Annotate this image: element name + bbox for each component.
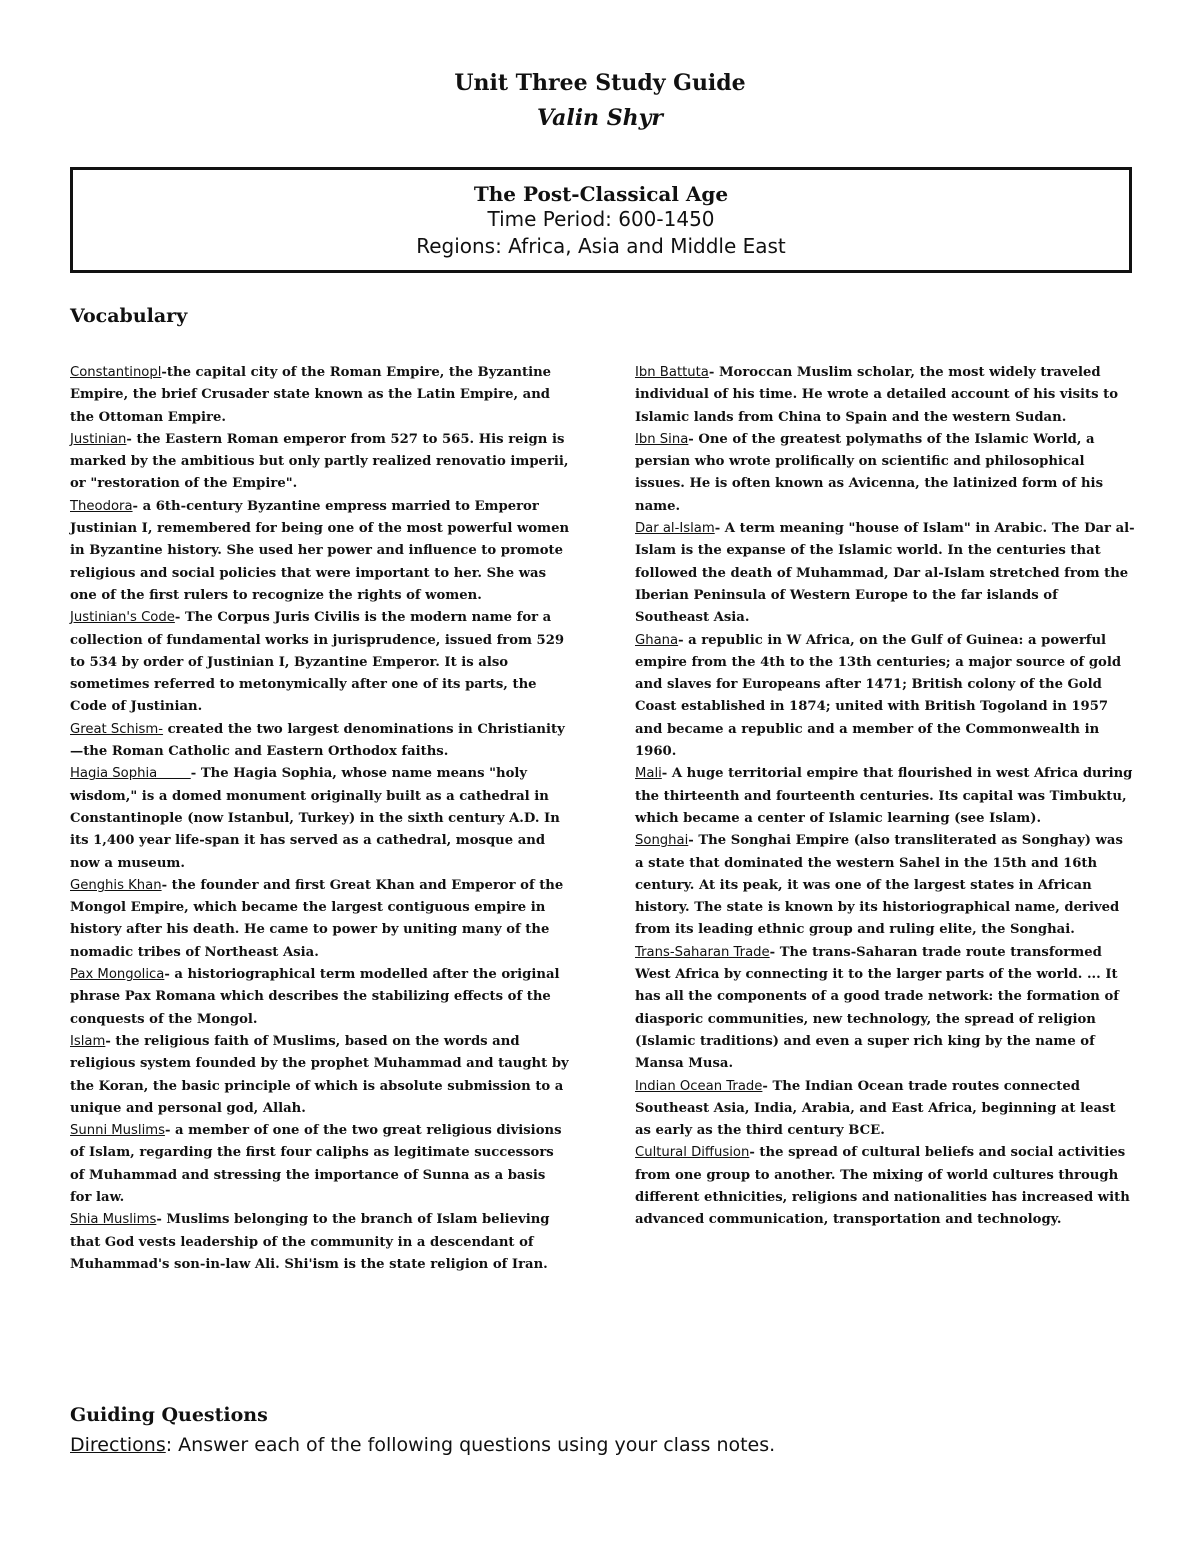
vocab-term: Cultural Diffusion [635, 1145, 750, 1161]
vocab-term: Great Schism- [70, 721, 164, 737]
vocab-entry [635, 763, 1135, 830]
vocab-term: Theodora [70, 498, 133, 514]
directions-text: : Answer each of the following questions using your class notes. [165, 1434, 776, 1456]
vocab-term: Hagia Sophia [70, 766, 191, 782]
vocab-term: Justinian [70, 431, 127, 447]
vocab-definition: - the spread of cultural beliefs and social activities from one group to another. The mixing of world cultures through different ethnicities, religions and nationalities has increased with advanced communication, transportation and technology. [635, 1145, 1130, 1228]
vocab-term: Trans-Saharan Trade [635, 944, 770, 960]
guiding-questions-heading: Guiding Questions [70, 1404, 268, 1426]
vocab-entry [635, 942, 1135, 1076]
vocab-definition: - the Eastern Roman emperor from 527 to 565. His reign is marked by the ambitious but only partly realized renovatio imperii, or "restoration of the Empire". [70, 431, 569, 492]
vocab-entry [635, 518, 1135, 629]
vocab-entry [635, 830, 1135, 941]
era-info-box [70, 167, 1132, 273]
vocab-entry [635, 429, 1135, 518]
vocab-term: Ghana [635, 632, 679, 648]
vocab-term: Indian Ocean Trade [635, 1078, 763, 1094]
vocab-term: Shia Muslims [70, 1212, 157, 1228]
vocab-entry [635, 1142, 1135, 1231]
vocab-definition: - One of the greatest polymaths of the Islamic World, a persian who wrote prolifically on scientific and philosophical issues. He is often known as Avicenna, the latinized form of his name. [635, 431, 1103, 514]
vocab-entry [70, 429, 570, 496]
vocab-entry [70, 875, 570, 964]
time-period: Time Period: 600-1450 [487, 207, 715, 231]
vocabulary-right-column [635, 362, 1135, 1232]
vocab-term: Constantinopl [70, 365, 162, 380]
vocabulary-left-column [70, 362, 570, 1276]
vocab-definition: - Moroccan Muslim scholar, the most widely traveled individual of his time. He wrote a detailed account of his visits to Islamic lands from China to Spain and the western Sudan. [635, 365, 1119, 425]
vocab-entry [70, 362, 570, 429]
vocab-definition: - The Corpus Juris Civilis is the modern name for a collection of fundamental works in jurisprudence, issued from 529 to 534 by order of Justinian I, Byzantine Emperor. It is also sometimes referred to metonymically after one of its parts, the Code of Justinian. [70, 610, 565, 715]
vocab-definition: - The Hagia Sophia, whose name means "holy wisdom," is a domed monument originally built as a cathedral in Constantinople (now Istanbul, Turkey) in the sixth century A.D. In its 1,400 year life-span it has served as a cathedral, mosque and now a museum. [70, 766, 560, 871]
vocab-term: Pax Mongolica [70, 967, 165, 983]
regions: Regions: Africa, Asia and Middle East [416, 234, 786, 258]
document-title: Unit Three Study Guide [454, 70, 746, 96]
vocab-entry [635, 1076, 1135, 1143]
vocabulary-heading: Vocabulary [70, 305, 188, 327]
vocab-entry [70, 496, 570, 607]
author-name: Valin Shyr [537, 105, 663, 131]
vocab-definition: - a member of one of the two great religious divisions of Islam, regarding the first four caliphs as legitimate successors of Muhammad and stressing the importance of Sunna as a basis for law. [70, 1123, 562, 1205]
directions-label: Directions [70, 1434, 166, 1456]
vocab-entry [70, 719, 570, 764]
vocab-entry [70, 964, 570, 1031]
vocab-entry [70, 1031, 570, 1120]
vocab-definition: - the founder and first Great Khan and Emperor of the Mongol Empire, which became the largest contiguous empire in history after his death. He came to power by uniting many of the nomadic tribes of Northeast Asia. [70, 877, 564, 960]
era-title: The Post-Classical Age [473, 182, 729, 206]
vocab-definition: - The Songhai Empire (also transliterated as Songhay) was a state that dominated the western Sahel in the 15th and 16th century. At its peak, it was one of the largest states in African history. The state is known by its historiographical name, derived from its leading ethnic group and ruling elite, the Songhai. [635, 833, 1123, 938]
vocab-term: Songhai [635, 833, 689, 849]
vocab-definition: - a historiographical term modelled after the original phrase Pax Romana which describes the stabilizing effects of the conquests of the Mongol. [70, 967, 560, 1027]
vocab-term: Justinian's Code [70, 610, 175, 626]
vocab-term: Dar al-Islam [635, 521, 715, 537]
vocab-definition: - Muslims belonging to the branch of Islam believing that God vests leadership of the community in a descendant of Muhammad's son-in-law Ali. Shi'ism is the state religion of Iran. [70, 1212, 550, 1272]
vocab-definition: - The trans-Saharan trade route transformed West Africa by connecting it to the larger parts of the world. ... It has all the components of a good trade network: the formation of diasporic communities, new technology, the spread of religion (Islamic traditions) and even a super rich king by the name of Mansa Musa. [635, 944, 1119, 1072]
vocab-entry [635, 362, 1135, 429]
vocab-term: Ibn Battuta [635, 365, 709, 380]
vocab-definition: - A huge territorial empire that flourished in west Africa during the thirteenth and fourteenth centuries. Its capital was Timbuktu, which became a center of Islamic learning (see Islam). [635, 766, 1133, 826]
vocab-term: Islam [70, 1033, 106, 1049]
vocab-term: Sunni Muslims [70, 1123, 165, 1139]
vocab-term: Mali [635, 766, 662, 782]
vocab-definition: -the capital city of the Roman Empire, the Byzantine Empire, the brief Crusader state known as the Latin Empire, and the Ottoman Empire. [70, 365, 552, 425]
vocab-definition: - a 6th-century Byzantine empress married to Emperor Justinian I, remembered for being one of the most powerful women in Byzantine history. She used her power and influence to promote religious and social policies that were important to her. She was one of the first rulers to recognize the rights of women. [70, 498, 570, 603]
vocab-definition: - the religious faith of Muslims, based on the words and religious system founded by the prophet Muhammad and taught by the Koran, the basic principle of which is absolute submission to a unique and personal god, Allah. [70, 1033, 569, 1116]
vocab-definition: - The Indian Ocean trade routes connected Southeast Asia, India, Arabia, and East Africa, beginning at least as early as the third century BCE. [635, 1078, 1116, 1139]
vocab-entry [70, 607, 570, 718]
vocab-definition: created the two largest denominations in Christianity—the Roman Catholic and Eastern Orthodox faiths. [70, 721, 565, 760]
vocab-entry [70, 1120, 570, 1209]
vocab-definition: - a republic in W Africa, on the Gulf of Guinea: a powerful empire from the 4th to the 13th centuries; a major source of gold and slaves for Europeans after 1471; British colony of the Gold Coast established in 1874; united with British Togoland in 1957 and became a republic and a member of the Commonwealth in 1960. [635, 632, 1122, 760]
vocab-entry [635, 630, 1135, 764]
vocab-entry [70, 1209, 570, 1276]
vocab-definition: - A term meaning "house of Islam" in Arabic. The Dar al-Islam is the expanse of the Islamic world. In the centuries that followed the death of Muhammad, Dar al-Islam stretched from the Iberian Peninsula of Western Europe to the far islands of Southeast Asia. [635, 521, 1135, 626]
vocab-term: Genghis Khan [70, 877, 162, 893]
vocab-term: Ibn Sina [635, 431, 689, 447]
vocab-entry [70, 763, 570, 874]
directions [70, 1434, 775, 1456]
